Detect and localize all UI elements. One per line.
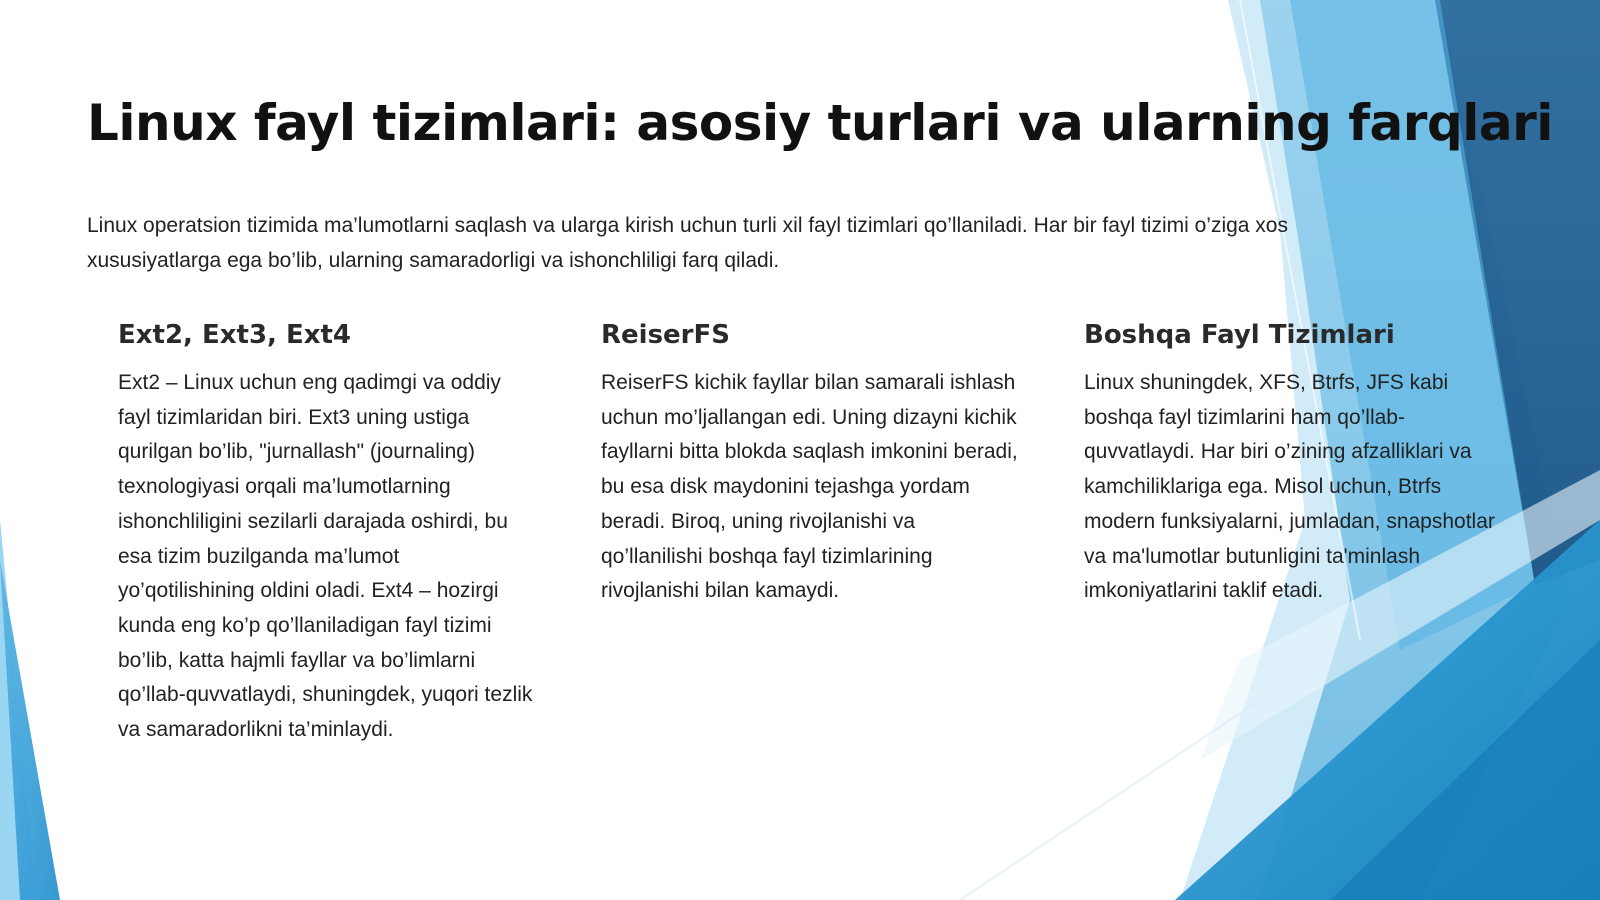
column-heading: Ext2, Ext3, Ext4 (118, 320, 352, 350)
column-other-fs (1084, 318, 1504, 609)
column-body: Ext2 – Linux uchun eng qadimgi va oddiy fayl tizimlaridan biri. Ext3 uning ustiga qurilgan bo’lib, "jurnallash" (journaling) texnologiyasi orqali ma’lumotlarning ishonchliligini sezilarli darajada oshirdi, bu esa tizim buzilganda ma’lumot yo’qotilishining oldini oladi. Ext4 – hozirgi kunda eng ko’p qo’llaniladigan fayl tizimi bo’lib, katta hajmli fayllar va bo’limlarni qo’llab-quvvatlaydi, shuningdek, yuqori tezlik va samaradorlikni ta’minlaydi. (118, 371, 533, 742)
column-heading: Boshqa Fayl Tizimlari (1084, 320, 1395, 350)
column-reiserfs (601, 318, 1021, 609)
column-heading: ReiserFS (601, 320, 730, 350)
slide-title: Linux fayl tizimlari: asosiy turlari va ularning farqlari (87, 94, 1553, 152)
column-body: Linux shuningdek, XFS, Btrfs, JFS kabi boshqa fayl tizimlarini ham qo’llab-quvvatlaydi. Har biri o’zining afzalliklari va kamchiliklariga ega. Misol uchun, Btrfs modern funksiyalarni, jumladan, snapshotlar va ma'lumotlar butunligini ta'minlash imkoniyatlarini taklif etadi. (1084, 371, 1495, 603)
column-ext (118, 318, 538, 748)
intro-paragraph: Linux operatsion tizimida ma’lumotlarni saqlash va ularga kirish uchun turli xil fayl tizimlari qo’llaniladi. Har bir fayl tizimi o’ziga xos xususiyatlarga ega bo’lib, ularning samaradorligi va ishonchliligi farq qiladi. (87, 214, 1288, 272)
column-body: ReiserFS kichik fayllar bilan samarali ishlash uchun mo’ljallangan edi. Uning dizayni kichik fayllarni bitta blokda saqlash imkonini beradi, bu esa disk maydonini tejashga yordam beradi. Biroq, uning rivojlanishi va qo’llanilishi boshqa fayl tizimlarining rivojlanishi bilan kamaydi. (601, 371, 1018, 603)
